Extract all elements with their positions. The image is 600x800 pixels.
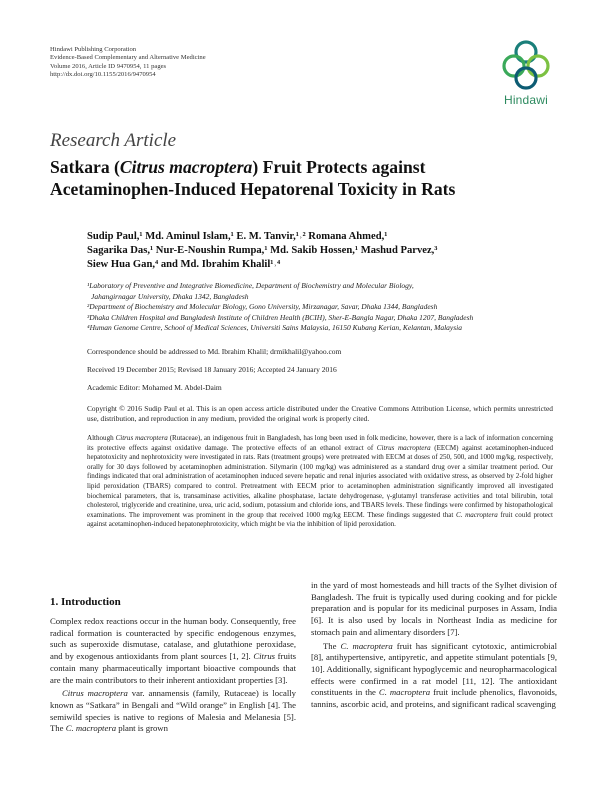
title-part: ) Fruit Protects against — [252, 157, 426, 177]
academic-editor: Academic Editor: Mohamed M. Abdel-Daim — [87, 383, 222, 392]
volume-info: Volume 2016, Article ID 9470954, 11 pages — [50, 62, 167, 70]
abstract-text: (EECM) against acetaminophen-induced hepatotoxicity and nephrotoxicity were investigated in rats. Rats (treatment groups) were pretreated with EECM at doses of 250, 500, and 1000 mg/kg, respectively, orally for 30 days followed by acetaminophen administration. Silymarin (100 mg/kg) was administered as a standard drug over a similar treatment period. Our findings indicated that oral administration of acetaminophen induced severe hepatic and renal injuries associated with oxidative stress, as observed by 2-fold higher lipid peroxidation (TBARS) compared to control. Pretreatment with EECM prior to acetaminophen administration significantly improved all investigated biochemical parameters, that is, transaminase activities, alkaline phosphatase, lactate dehydrogenase, γ-glutamyl transferase activities and total bilirubin, total cholesterol, triglyceride and creatinine, urea, uric acid, sodium, potassium and chloride ions, and TBARS levels. These findings were confirmed by histopathological examinations. The improvement was prominent in the group that received 1000 mg/kg EECM. These findings suggested that — [87, 443, 553, 519]
author-list — [87, 230, 557, 272]
copyright-notice: Copyright © 2016 Sudip Paul et al. This is an open access article distributed under the Creative Commons Attribution License, which permits unrestricted use, distribution, and reproduction in any medium, provided the original work is properly cited. — [87, 404, 553, 424]
body-column-left — [50, 616, 296, 735]
hindawi-logo-text: Hindawi — [503, 93, 549, 107]
publisher-name: Hindawi Publishing Corporation — [50, 46, 137, 53]
author-line: Sudip Paul,¹ Md. Aminul Islam,¹ E. M. Tanvir,¹˒² Romana Ahmed,¹ — [87, 231, 388, 242]
body-paragraph: in the yard of most homesteads and hill tracts of the Sylhet division of Bangladesh. The fruit is typically used during cooking and for pickle preparation and is popular for its medicinal purposes in Assam, India [6]. It is also used by locals in Northeast India as medicine for stomach pain and alimentary disorders [7]. — [311, 580, 557, 637]
received-dates: Received 19 December 2015; Revised 18 January 2016; Accepted 24 January 2016 — [87, 365, 337, 374]
abstract-text: Although — [87, 434, 116, 442]
hindawi-logo-icon — [494, 40, 558, 92]
author-line: Siew Hua Gan,⁴ and Md. Ibrahim Khalil¹˒⁴ — [87, 259, 281, 270]
affiliations — [87, 281, 567, 334]
body-species: C. macroptera — [378, 687, 431, 698]
affiliation-2: ²Department of Biochemistry and Molecular Biology, Gono University, Mirzanagar, Savar, Dhaka 1344, Bangladesh — [87, 302, 438, 311]
journal-name: Evidence-Based Complementary and Alternative Medicine — [50, 54, 206, 62]
body-text: plant is grown — [116, 723, 168, 734]
title-line-2: Acetaminophen-Induced Hepatorenal Toxicity in Rats — [50, 179, 456, 199]
author-line: Sagarika Das,¹ Nur-E-Noushin Rumpa,¹ Md. Sakib Hossen,¹ Mashud Parvez,³ — [87, 245, 438, 256]
body-paragraph — [50, 688, 296, 735]
title-part: Satkara ( — [50, 157, 120, 177]
body-text: Complex redox reactions occur in the human body. Consequently, free radical formation is counteracted by specific endogenous enzymes, such as superoxide dismutase, catalase, and glutathione peroxidase, and by exogenous antioxidants from plant sources [1, 2]. — [50, 616, 296, 662]
body-text: fruits contain many pharmaceutically important bioactive compounds that are the main contributors to their inherent antioxidant properties [3]. — [50, 651, 296, 685]
body-species: Citrus macroptera — [62, 688, 128, 699]
body-text: fruit has significant cytotoxic, antimicrobial [8], antihypertensive, antipyretic, and appetite stimulant potentials [9, 10]. Additionally, significant hypoglycemic and neuropharmacological effects were confirmed in a rat model [11, 12]. The antioxidant constituents in the — [311, 640, 557, 698]
article-title — [50, 156, 560, 200]
article-type: Research Article — [50, 130, 177, 151]
body-paragraph — [50, 616, 296, 686]
body-text: The — [323, 640, 341, 651]
affiliation-3: ³Dhaka Children Hospital and Bangladesh Institute of Children Health (BCIH), Sher-E-Bangla Nagar, Dhaka 1207, Bangladesh — [87, 312, 474, 322]
body-paragraph — [311, 641, 557, 711]
affiliation-1: ¹Laboratory of Preventive and Integrative Biomedicine, Department of Biochemistry and Molecular Biology, — [87, 281, 414, 290]
body-column-right — [311, 580, 557, 711]
body-species: Citrus — [253, 651, 276, 662]
affiliation-4: ⁴Human Genome Centre, School of Medical Sciences, Universiti Sains Malaysia, 16150 Kubang Kerian, Kelantan, Malaysia — [87, 323, 462, 332]
affiliation-1-cont: Jahangirnagar University, Dhaka 1342, Bangladesh — [91, 291, 249, 301]
abstract-species: Citrus macroptera — [376, 443, 431, 452]
body-text: var. annamensis (family, Rutaceae) is locally known as “Satkara” in Bengali and “Wild orange” in English [4]. The semiwild species is native to regions of Malesia and Melanesia [5]. The — [50, 688, 296, 734]
body-text: fruit include phenolics, flavonoids, tannins, ascorbic acid, and proteins, and significant radical scavenging — [311, 687, 558, 710]
correspondence: Correspondence should be addressed to Md. Ibrahim Khalil; drmikhalil@yahoo.com — [87, 347, 342, 356]
section-heading-introduction: 1. Introduction — [50, 596, 121, 608]
body-species: C. macroptera — [340, 640, 393, 651]
abstract-text: fruit could protect against acetaminophen-induced hepatonephrotoxicity, which might be via the inhibition of lipid peroxidation. — [87, 510, 554, 529]
abstract-species: Citrus macroptera — [115, 434, 168, 442]
abstract-text: (Rutaceae), an indigenous fruit in Bangladesh, has long been used in folk medicine, however, there is a lack of information concerning its protective effects against oxidative damage. The protective effects of an ethanol extract of — [87, 434, 553, 452]
doi-link[interactable]: http://dx.doi.org/10.1155/2016/9470954 — [50, 70, 156, 78]
body-species: C. macroptera — [65, 723, 117, 734]
hindawi-logo — [494, 40, 558, 106]
abstract-species: C. macroptera — [456, 510, 498, 519]
abstract — [87, 434, 553, 530]
journal-header — [50, 46, 206, 79]
title-species: Citrus macroptera — [119, 157, 253, 177]
